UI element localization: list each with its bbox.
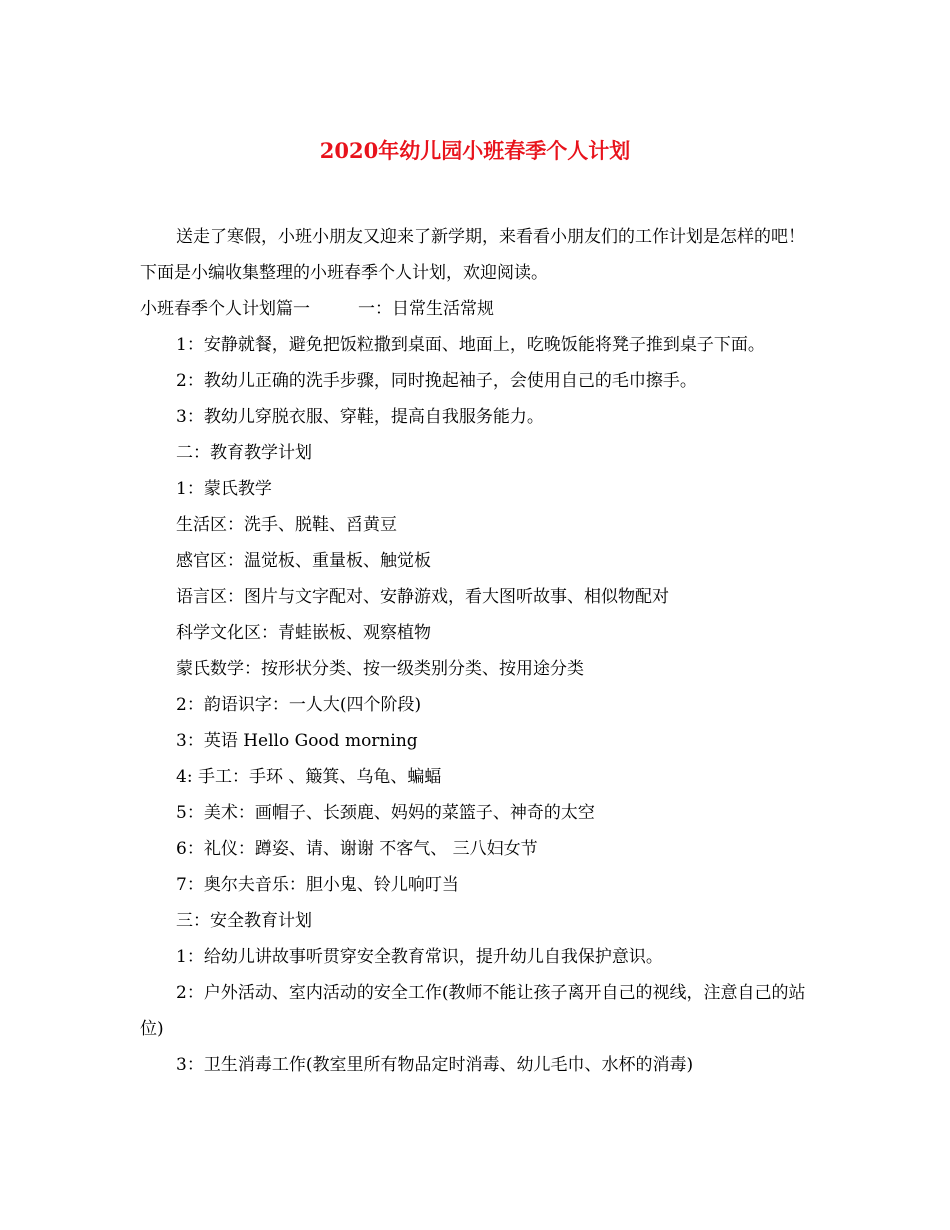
plan-line: 2：教幼儿正确的洗手步骤，同时挽起袖子，会使用自己的毛巾擦手。 (176, 371, 697, 391)
safety-line: 3：卫生消毒工作(教室里所有物品定时消毒、幼儿毛巾、水杯的消毒) (176, 1055, 694, 1075)
section-three-heading: 三：安全教育计划 (176, 911, 312, 931)
plan-line: 蒙氏数学：按形状分类、按一级类别分类、按用途分类 (176, 659, 584, 679)
plan-line: 科学文化区：青蛙嵌板、观察植物 (176, 623, 431, 643)
plan-line: 5：美术：画帽子、长颈鹿、妈妈的菜篮子、神奇的太空 (176, 803, 595, 823)
section-two-heading: 二：教育教学计划 (176, 443, 312, 463)
section-heading-line (140, 291, 820, 327)
plan-line: 3：教幼儿穿脱衣服、穿鞋，提高自我服务能力。 (176, 407, 544, 427)
plan-line: 2：韵语识字：一人大(四个阶段) (176, 695, 422, 715)
plan-line: 4: 手工：手环 、簸箕、乌龟、蝙蝠 (176, 767, 442, 787)
document-body (140, 219, 820, 1083)
plan-line: 3：英语 Hello Good morning (176, 731, 418, 751)
plan-line: 7：奥尔夫音乐：胆小鬼、铃儿响叮当 (176, 875, 459, 895)
section-one-heading: 一：日常生活常规 (358, 299, 494, 319)
plan-line: 语言区：图片与文字配对、安静游戏，看大图听故事、相似物配对 (176, 587, 669, 607)
plan-line: 感官区：温觉板、重量板、触觉板 (176, 551, 431, 571)
section-heading: 小班春季个人计划篇一 (140, 299, 310, 319)
document-title: 2020年幼儿园小班春季个人计划 (319, 138, 631, 163)
plan-line: 1：安静就餐，避免把饭粒撒到桌面、地面上，吃晚饭能将凳子推到桌子下面。 (176, 335, 765, 355)
plan-line: 6：礼仪：蹲姿、请、谢谢 不客气、 三八妇女节 (176, 839, 538, 859)
plan-line: 生活区：洗手、脱鞋、舀黄豆 (176, 515, 397, 535)
intro-paragraph: 送走了寒假，小班小朋友又迎来了新学期，来看看小朋友们的工作计划是怎样的吧！下面是小编收集整理的小班春季个人计划，欢迎阅读。 (140, 227, 805, 283)
plan-line: 1：蒙氏教学 (176, 479, 272, 499)
plan-line: 1：给幼儿讲故事听贯穿安全教育常识，提升幼儿自我保护意识。 (176, 947, 663, 967)
safety-paragraph: 2：户外活动、室内活动的安全工作(教师不能让孩子离开自己的视线，注意自己的站位) (140, 983, 806, 1039)
